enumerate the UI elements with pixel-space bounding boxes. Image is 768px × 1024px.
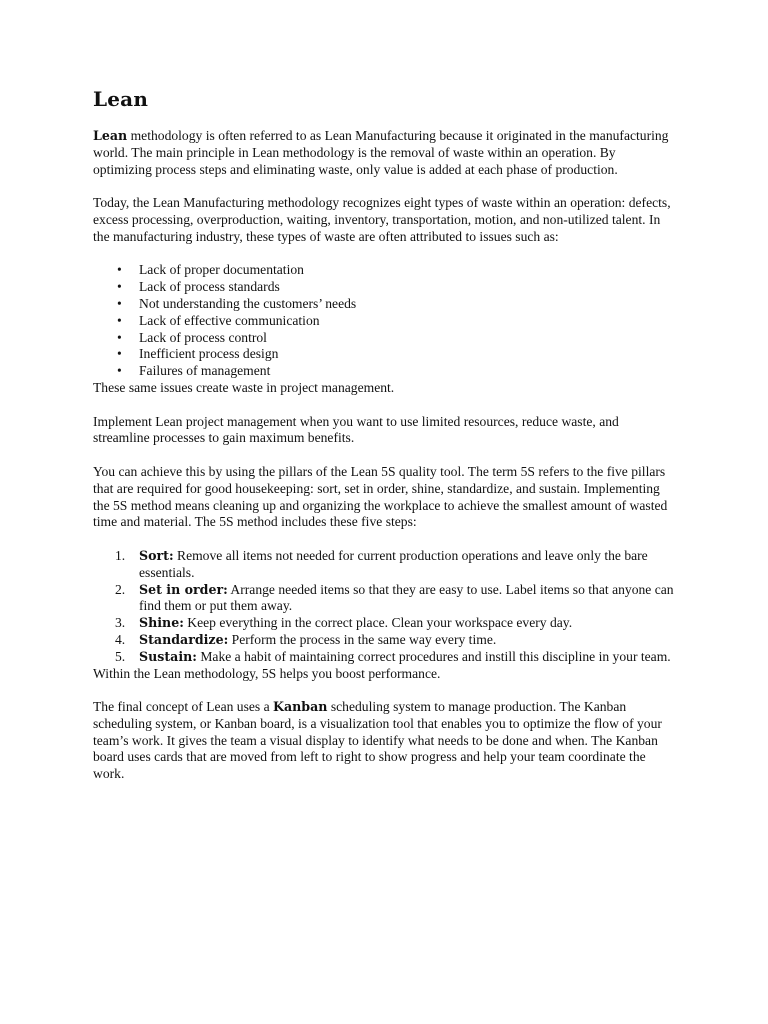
list-item-text: Lack of proper documentation [139,262,304,278]
pillars-paragraph: You can achieve this by using the pillars of the Lean 5S quality tool. The term 5S refers to the five pillars that are required for good housekeeping: sort, set in order, shine, standardize, and sustain. Implementing the 5S method means cleaning up and organizing the workplace to achieve the smallest amount of wasted time and material. The 5S method includes these five steps: [93,463,668,530]
bullet-icon: • [117,279,122,295]
step-number: 4. [115,631,126,647]
step-term: Sort: [139,547,174,563]
bullet-icon: • [117,312,122,328]
kanban-paragraph [93,699,676,783]
step-term: Standardize: [139,631,229,647]
waste-paragraph: Today, the Lean Manufacturing methodology recognizes eight types of waste within an operation: defects, excess processing, overproduction, waiting, inventory, transportation, motion, and non-utilized talent. In the manufacturing industry, these types of waste are often attributed to issues such as: [93,195,671,244]
kanban-term: Kanban [273,699,328,715]
step-text: Remove all items not needed for current production operations and leave only the bare essentials. [139,547,648,580]
list-item-text: Failures of management [139,363,271,379]
issues-list [93,262,676,380]
issues-followup: These same issues create waste in project management. [93,379,395,395]
list-item-text: Inefficient process design [139,346,279,362]
list-item [117,262,676,279]
bullet-icon: • [117,363,122,379]
list-item [117,295,676,313]
step-term: Set in order: [139,581,228,597]
page-title: Lean [93,87,149,111]
list-item-text: Lack of effective communication [139,312,320,328]
intro-paragraph [93,128,676,178]
list-item-text: Lack of process control [139,329,267,345]
step-text: Make a habit of maintaining correct procedures and instill this discipline in your team. [196,648,671,664]
step-term: Sustain: [139,648,197,664]
list-item [117,329,676,347]
kanban-text-before: The final concept of Lean uses a [93,699,274,715]
list-item [115,631,676,649]
list-item [115,648,676,666]
bullet-icon: • [117,346,122,362]
list-item [117,363,676,380]
list-item [117,312,676,330]
bullet-icon: • [117,329,122,345]
document-page [93,86,676,800]
kanban-text-after: scheduling system to manage production. The Kanban scheduling system, or Kanban board, is a visualization tool that enables you to optimize the flow of your team’s work. It gives the team a visual display to identify what needs to be done and when. The Kanban board uses cards that are moved from left to right to show progress and help your team coordinate the work. [93,699,662,782]
step-number: 1. [115,547,126,563]
list-item [115,615,676,632]
intro-lead-term: Lean [93,128,128,143]
list-item [117,279,676,296]
step-text: Arrange needed items so that they are easy to use. Label items so that anyone can find them or put them away. [139,581,674,614]
list-item [117,346,676,363]
list-item-text: Not understanding the customers’ needs [139,295,357,311]
list-item-text: Lack of process standards [139,279,280,295]
step-number: 3. [115,615,126,631]
five-s-steps-list [93,548,676,666]
step-text: Perform the process in the same way every time. [228,631,497,647]
step-term: Shine: [139,615,184,631]
list-item [115,581,676,616]
step-number: 5. [115,648,126,664]
implement-paragraph: Implement Lean project management when you want to use limited resources, reduce waste, and streamline processes to gain maximum benefits. [93,413,619,446]
steps-followup: Within the Lean methodology, 5S helps you boost performance. [93,665,441,681]
step-text: Keep everything in the correct place. Clean your workspace every day. [183,615,573,631]
list-item [115,547,676,582]
intro-text: methodology is often referred to as Lean Manufacturing because it originated in the manufacturing world. The main principle in Lean methodology is the removal of waste within an operation. By optimizing process steps and eliminating waste, only value is added at each phase of production. [93,128,669,177]
step-number: 2. [115,581,126,597]
bullet-icon: • [117,295,122,311]
bullet-icon: • [117,262,122,278]
